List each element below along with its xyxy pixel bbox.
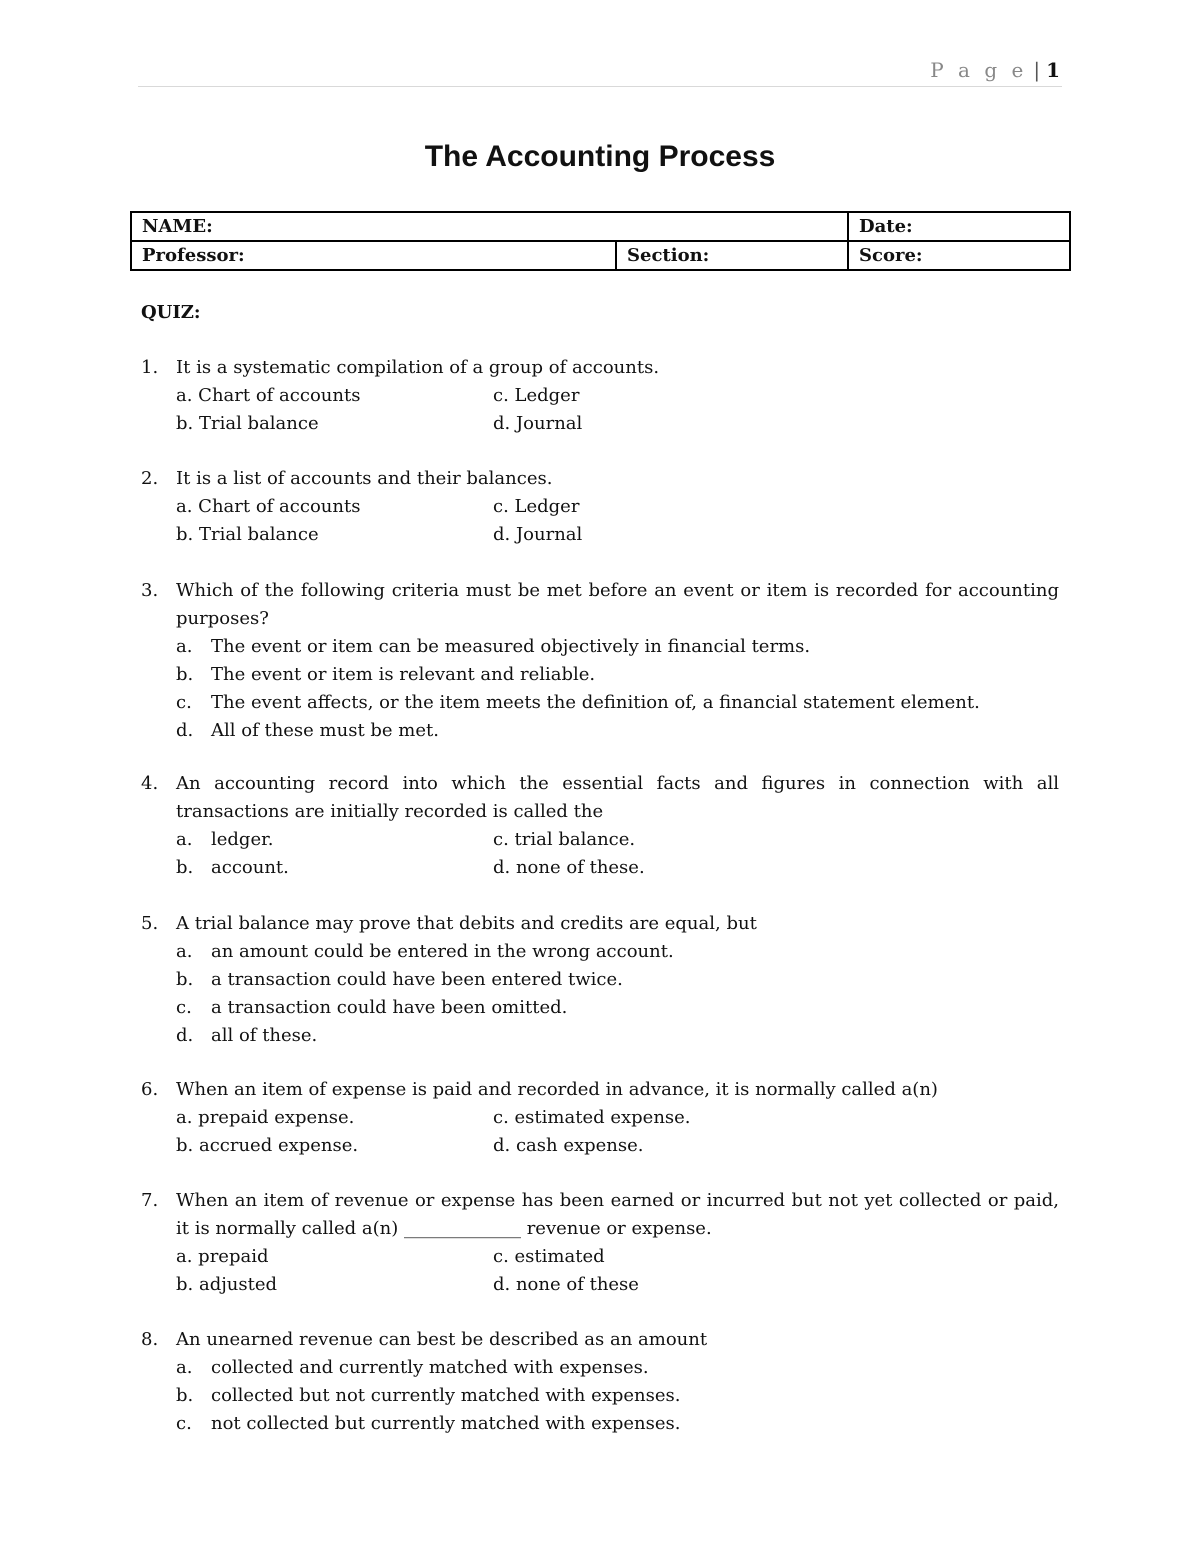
professor-field[interactable]: Professor: — [131, 241, 616, 270]
option-b: b. Trial balance — [176, 413, 319, 434]
section-field[interactable]: Section: — [616, 241, 848, 270]
option-d: d. cash expense. — [493, 1135, 644, 1156]
question-1 — [141, 354, 1059, 438]
option-a: a. prepaid expense. — [176, 1107, 355, 1128]
question-text: It is a list of accounts and their balances. — [176, 468, 553, 489]
option-d: d. none of these — [493, 1274, 639, 1295]
question-2 — [141, 465, 1059, 549]
name-field[interactable]: NAME: — [131, 212, 848, 241]
option-a: a. an amount could be entered in the wrong account. — [176, 941, 674, 962]
header-rule — [138, 86, 1062, 87]
option-b: b. a transaction could have been entered twice. — [176, 969, 623, 990]
score-field[interactable]: Score: — [848, 241, 1070, 270]
question-5 — [141, 910, 1059, 1050]
option-a: a. ledger. — [176, 829, 274, 850]
option-c: c. estimated expense. — [493, 1107, 691, 1128]
option-b: b. Trial balance — [176, 524, 319, 545]
option-c: c. Ledger — [493, 496, 580, 517]
quiz-label: QUIZ: — [141, 302, 201, 323]
question-text: An accounting record into which the essential facts and figures in connection with all transactions are initially recorded is called the — [176, 773, 1059, 822]
option-b: b. adjusted — [176, 1274, 278, 1295]
option-b: b. account. — [176, 857, 289, 878]
question-number: 5. — [141, 913, 159, 934]
date-field[interactable]: Date: — [848, 212, 1070, 241]
question-text: Which of the following criteria must be met before an event or item is recorded for accounting purposes? — [176, 580, 1059, 629]
option-d: d. all of these. — [176, 1025, 318, 1046]
question-text: It is a systematic compilation of a group of accounts. — [176, 357, 660, 378]
student-info-table — [130, 211, 1071, 271]
question-text: When an item of revenue or expense has been earned or incurred but not yet collected or paid, it is normally called a(n) _____________ revenue or expense. — [176, 1190, 1059, 1239]
question-number: 1. — [141, 357, 159, 378]
question-text: An unearned revenue can best be described as an amount — [176, 1329, 708, 1350]
page-number-value: 1 — [1046, 58, 1060, 82]
option-a: a. The event or item can be measured objectively in financial terms. — [176, 636, 811, 657]
option-a: a. Chart of accounts — [176, 496, 361, 517]
option-c: c. trial balance. — [493, 829, 636, 850]
page-number: P a g e | 1 — [930, 58, 1060, 82]
question-number: 7. — [141, 1190, 159, 1211]
question-3 — [141, 577, 1059, 745]
option-a: a. collected and currently matched with expenses. — [176, 1357, 649, 1378]
page-label: P a g e — [930, 58, 1028, 82]
option-d: d. Journal — [493, 524, 583, 545]
option-b: b. The event or item is relevant and reliable. — [176, 664, 596, 685]
question-4 — [141, 770, 1059, 882]
question-text: When an item of expense is paid and recorded in advance, it is normally called a(n) — [176, 1079, 938, 1100]
option-c: c. estimated — [493, 1246, 605, 1267]
option-d: d. Journal — [493, 413, 583, 434]
question-number: 4. — [141, 773, 159, 794]
option-b: b. collected but not currently matched with expenses. — [176, 1385, 681, 1406]
question-number: 6. — [141, 1079, 159, 1100]
option-a: a. Chart of accounts — [176, 385, 361, 406]
option-c: c. not collected but currently matched with expenses. — [176, 1413, 681, 1434]
option-c: c. a transaction could have been omitted. — [176, 997, 568, 1018]
question-number: 8. — [141, 1329, 159, 1350]
page-title: The Accounting Process — [424, 140, 776, 173]
question-7 — [141, 1187, 1059, 1299]
option-d: d. All of these must be met. — [176, 720, 439, 741]
question-number: 3. — [141, 580, 159, 601]
option-c: c. Ledger — [493, 385, 580, 406]
question-number: 2. — [141, 468, 159, 489]
option-c: c. The event affects, or the item meets the definition of, a financial statement element. — [176, 692, 980, 713]
option-d: d. none of these. — [493, 857, 645, 878]
question-8 — [141, 1326, 1059, 1438]
question-6 — [141, 1076, 1059, 1160]
option-b: b. accrued expense. — [176, 1135, 359, 1156]
question-text: A trial balance may prove that debits and credits are equal, but — [176, 913, 757, 934]
option-a: a. prepaid — [176, 1246, 269, 1267]
